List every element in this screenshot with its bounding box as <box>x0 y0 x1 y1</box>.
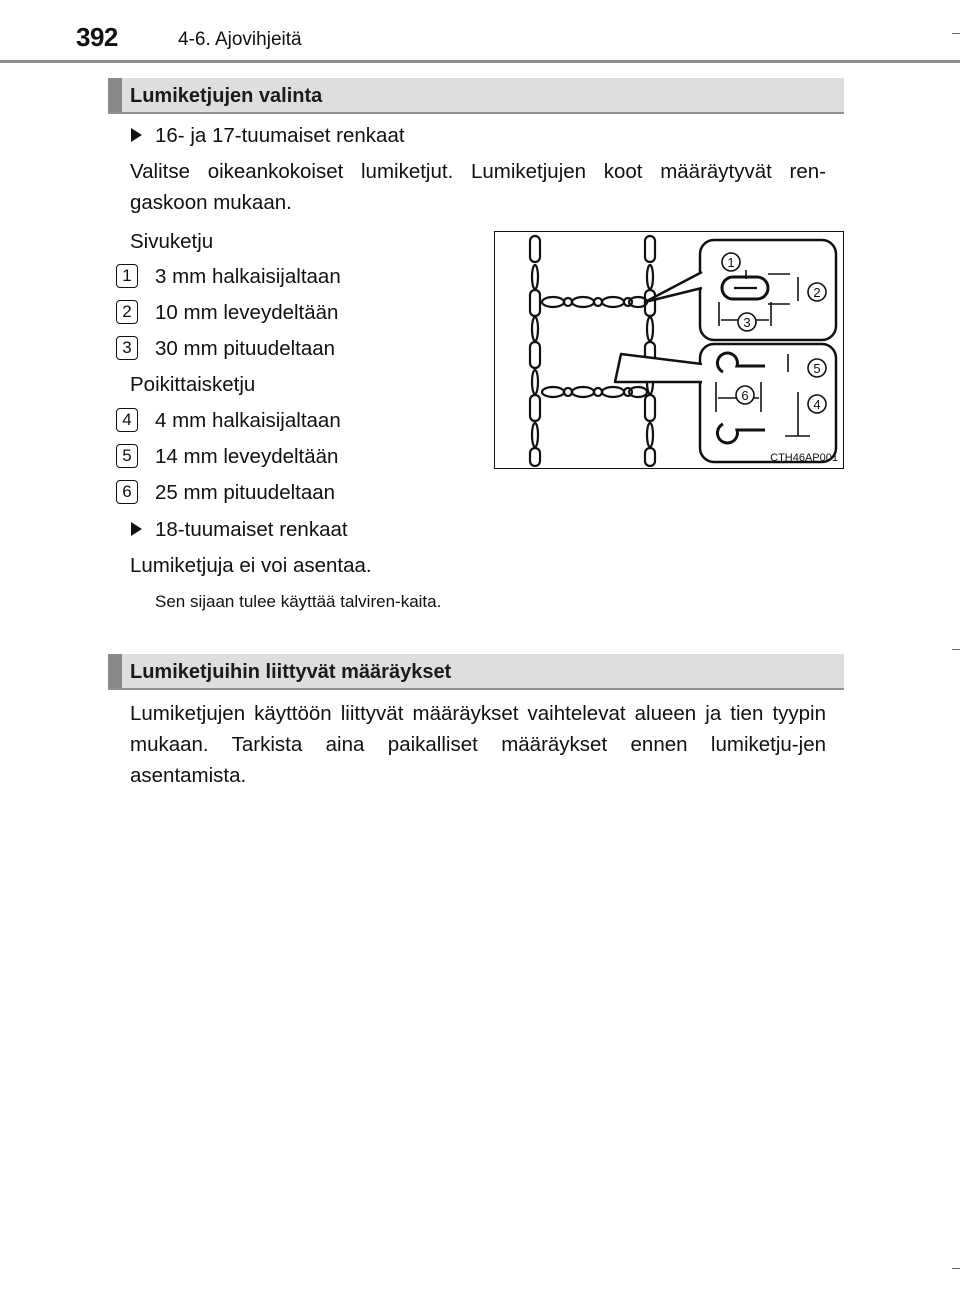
section-title: 4-6. Ajovihjeitä <box>178 29 302 50</box>
crop-mark <box>952 649 960 650</box>
cross-item-width: 14 mm leveydeltään <box>155 445 339 468</box>
callout-number-2: 2 <box>116 300 138 324</box>
header-divider <box>0 60 960 63</box>
heading-label: Lumiketjujen valinta <box>130 85 323 107</box>
not-possible-text: Lumiketjuja ei voi asentaa. <box>130 554 372 577</box>
figure-callout-3: 3 <box>743 315 751 330</box>
callout-number-4: 4 <box>116 408 138 432</box>
crop-mark <box>952 33 960 34</box>
heading-accent-bar <box>108 78 122 112</box>
section-heading-chain-selection <box>108 78 844 114</box>
chain-illustration <box>495 232 842 467</box>
bullet-16-17-inch: 16- ja 17-tuumaiset renkaat <box>155 120 405 151</box>
page-number: 392 <box>76 22 118 52</box>
side-item-diameter: 3 mm halkaisijaltaan <box>155 265 341 288</box>
winter-tire-note: Sen sijaan tulee käyttää talviren-kaita. <box>155 592 442 611</box>
cross-item-length: 25 mm pituudeltaan <box>155 481 336 504</box>
side-item-length: 30 mm pituudeltaan <box>155 337 336 360</box>
figure-callout-4: 4 <box>813 397 821 412</box>
callout-number-5: 5 <box>116 444 138 468</box>
cross-chain-label: Poikittaisketju <box>130 373 256 396</box>
side-item-width: 10 mm leveydeltään <box>155 301 339 324</box>
bullet-18-inch: 18-tuumaiset renkaat <box>155 514 348 545</box>
figure-callout-5: 5 <box>813 361 821 376</box>
figure-code: CTH46AP001 <box>770 452 838 464</box>
figure-callout-6: 6 <box>741 388 749 403</box>
snow-chain-diagram <box>494 231 844 469</box>
callout-number-6: 6 <box>116 480 138 504</box>
figure-callout-2: 2 <box>813 285 821 300</box>
figure-callout-1: 1 <box>727 255 735 270</box>
intro-paragraph: Valitse oikeankokoiset lumiketjut. Lumiketjujen koot määräytyvät ren-gaskoon mukaan. <box>130 160 826 214</box>
side-chain-label: Sivuketju <box>130 230 214 253</box>
section-heading-regulations <box>108 654 844 690</box>
crop-mark <box>952 1268 960 1269</box>
callout-number-3: 3 <box>116 336 138 360</box>
cross-item-diameter: 4 mm halkaisijaltaan <box>155 409 341 432</box>
heading-label: Lumiketjuihin liittyvät määräykset <box>130 661 452 683</box>
callout-number-1: 1 <box>116 264 138 288</box>
regulations-paragraph: Lumiketjujen käyttöön liittyvät määräykset vaihtelevat alueen ja tien tyypin mukaan. Tarkista aina paikalliset määräykset ennen lumiketju-jen asentamista. <box>130 702 826 787</box>
page-header <box>0 0 960 62</box>
heading-accent-bar <box>108 654 122 688</box>
